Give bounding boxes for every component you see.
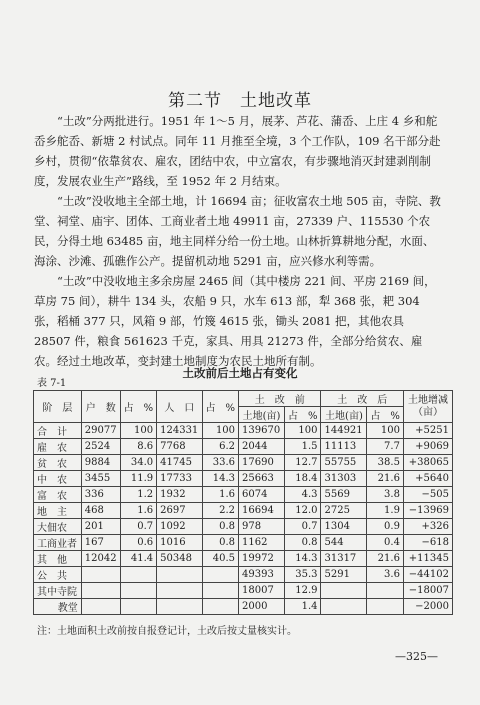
table-row: [34, 423, 453, 439]
table-cell: +38065: [403, 455, 452, 471]
table-cell: 2.2: [202, 503, 239, 519]
header-before-land: 土地(亩): [239, 407, 285, 423]
table-cell: 5569: [321, 487, 367, 503]
table-cell: 25663: [239, 471, 285, 487]
header-class: 阶 层: [34, 391, 82, 423]
table-cell: 21.6: [367, 551, 404, 567]
table-cell: [120, 583, 157, 599]
table-cell: 31303: [321, 471, 367, 487]
paragraph-2: “土改”没收地主全部土地，计 16694 亩；征收富农土地 505 亩，寺院、教堂、祠堂、庙宇、团体、工商业者土地 49911 亩，27339 户、115530 个农民，分得土地 63485 亩，地主同样分给一份土地。山林折算耕地分配，水面、海涂、沙滩、孤礁作公产。提留机动地 5291 亩，应兴修水利等需。: [34, 194, 441, 268]
table-cell: 14.3: [284, 551, 321, 567]
table-cell: 19972: [239, 551, 285, 567]
paragraph-3: “土改”中没收地主多余房屋 2465 间（其中楼房 221 间、平房 2169 间，草房 75 间），耕牛 134 头，农船 9 只，水车 613 部，犁 368 张，耙 304 张，稻桶 377 只，风箱 9 部，竹篾 4615 张，锄头 2081 把，其他农具 28507 件，粮食 561623 千克，家具、用具 21273 件，全部分给贫农、雇农。经过土地改革，变封建土地制度为农民土地所有制。: [34, 274, 436, 368]
table-cell: [81, 567, 120, 583]
table-cell: [157, 599, 202, 615]
table-cell: 34.0: [120, 455, 157, 471]
table-cell: 3.8: [367, 487, 404, 503]
table-row: [34, 439, 453, 455]
table-cell: 12.9: [284, 583, 321, 599]
row-label: 大佃农: [34, 519, 82, 535]
table-cell: 1016: [157, 535, 202, 551]
header-before: 土 改 前: [239, 391, 321, 407]
table-row: [34, 567, 453, 583]
table-cell: 100: [367, 423, 404, 439]
table-cell: −44102: [403, 567, 452, 583]
table-cell: −2000: [403, 599, 452, 615]
header-after-pct: 占 %: [367, 407, 404, 423]
header-population-pct: 占 %: [202, 391, 239, 423]
table-cell: 1.4: [284, 599, 321, 615]
table-cell: 5291: [321, 567, 367, 583]
row-label: 公 共: [34, 567, 82, 583]
row-label: 其中寺院: [34, 583, 82, 599]
header-population: 人 口: [157, 391, 202, 423]
table-cell: 2000: [239, 599, 285, 615]
table-cell: 29077: [81, 423, 120, 439]
table-cell: 9884: [81, 455, 120, 471]
table-cell: 12042: [81, 551, 120, 567]
section-title: 第二节 土地改革: [168, 91, 312, 111]
table-cell: 336: [81, 487, 120, 503]
table-cell: +326: [403, 519, 452, 535]
table-cell: 12.0: [284, 503, 321, 519]
row-label: 教堂: [34, 599, 82, 615]
table-cell: 41745: [157, 455, 202, 471]
table-cell: [202, 599, 239, 615]
table-cell: −505: [403, 487, 452, 503]
table-cell: 0.6: [120, 535, 157, 551]
table-cell: 3.6: [367, 567, 404, 583]
table-cell: 0.7: [284, 519, 321, 535]
table-cell: 100: [120, 423, 157, 439]
table-cell: 49393: [239, 567, 285, 583]
land-ownership-table: [33, 390, 453, 615]
table-row: [34, 599, 453, 615]
table-cell: [157, 567, 202, 583]
header-after: 土 改 后: [321, 391, 403, 407]
page-number: —325—: [395, 650, 438, 663]
table-cell: [367, 599, 404, 615]
table-cell: 1.6: [120, 503, 157, 519]
table-cell: 468: [81, 503, 120, 519]
table-cell: 2524: [81, 439, 120, 455]
table-cell: 50348: [157, 551, 202, 567]
table-label: 表 7-1: [37, 378, 67, 389]
table-cell: 3455: [81, 471, 120, 487]
table-cell: +11345: [403, 551, 452, 567]
table-note: 注：土地面积土改前按自报登记计，土改后按丈量核实计。: [37, 626, 297, 637]
table-cell: 139670: [239, 423, 285, 439]
table-row: [34, 455, 453, 471]
paragraph-1: “土改”分两批进行。1951 年 1～5 月，展茅、芦花、蒲岙、上庄 4 乡和舵岙乡舵岙、新塘 2 村试点。同年 11 月推至全境，3 个工作队，109 名干部分赴乡村，贯彻“依靠贫农、雇农，团结中农，中立富农，有步骤地消灭封建剥削制度，发展农业生产”路线，至 1952 年 2 月结束。: [34, 114, 441, 188]
table-cell: [120, 567, 157, 583]
header-households-pct: 占 %: [120, 391, 157, 423]
table-cell: 1.5: [284, 439, 321, 455]
table-cell: [81, 583, 120, 599]
table-cell: 18.4: [284, 471, 321, 487]
table-cell: 8.6: [120, 439, 157, 455]
table-cell: 2725: [321, 503, 367, 519]
table-cell: 55755: [321, 455, 367, 471]
table-cell: [81, 599, 120, 615]
table-cell: 6074: [239, 487, 285, 503]
table-cell: 1.6: [202, 487, 239, 503]
table-cell: 124331: [157, 423, 202, 439]
table-cell: 1092: [157, 519, 202, 535]
table-cell: 35.3: [284, 567, 321, 583]
table-cell: 0.8: [284, 535, 321, 551]
table-row: [34, 583, 453, 599]
table-cell: 11.9: [120, 471, 157, 487]
table-cell: [321, 599, 367, 615]
table-row: [34, 519, 453, 535]
row-label: 合 计: [34, 423, 82, 439]
table-cell: 0.9: [367, 519, 404, 535]
table-cell: 38.5: [367, 455, 404, 471]
table-cell: 17690: [239, 455, 285, 471]
table-cell: 0.8: [202, 519, 239, 535]
row-label: 中 农: [34, 471, 82, 487]
table-cell: 0.7: [120, 519, 157, 535]
row-label: 富 农: [34, 487, 82, 503]
row-label: 工商业者: [34, 535, 82, 551]
table-cell: 1304: [321, 519, 367, 535]
table-cell: −13969: [403, 503, 452, 519]
table-row: [34, 535, 453, 551]
row-label: 地 主: [34, 503, 82, 519]
table-cell: 11113: [321, 439, 367, 455]
table-cell: 41.4: [120, 551, 157, 567]
table-row: [34, 551, 453, 567]
row-label: 其 他: [34, 551, 82, 567]
table-caption: 土改前后土地占有变化: [182, 366, 298, 380]
header-households: 户 数: [81, 391, 120, 423]
table-cell: 2044: [239, 439, 285, 455]
table-cell: +5251: [403, 423, 452, 439]
table-cell: 1162: [239, 535, 285, 551]
table-cell: 40.5: [202, 551, 239, 567]
table-row: [34, 503, 453, 519]
table-cell: [157, 583, 202, 599]
table-cell: [321, 583, 367, 599]
header-before-pct: 占 %: [284, 407, 321, 423]
table-cell: +9069: [403, 439, 452, 455]
table-cell: 6.2: [202, 439, 239, 455]
table-cell: 18007: [239, 583, 285, 599]
table-cell: 16694: [239, 503, 285, 519]
table-cell: 1.2: [120, 487, 157, 503]
table-cell: 167: [81, 535, 120, 551]
table-cell: 12.7: [284, 455, 321, 471]
header-after-land: 土地(亩): [321, 407, 367, 423]
table-cell: 2697: [157, 503, 202, 519]
table-cell: 31317: [321, 551, 367, 567]
table-cell: 4.3: [284, 487, 321, 503]
table-cell: 1.9: [367, 503, 404, 519]
table-cell: [202, 583, 239, 599]
table-cell: −618: [403, 535, 452, 551]
table-cell: 7768: [157, 439, 202, 455]
table-cell: 0.8: [202, 535, 239, 551]
table-row: [34, 487, 453, 503]
table-cell: 100: [202, 423, 239, 439]
table-cell: −18007: [403, 583, 452, 599]
table-cell: [202, 567, 239, 583]
table-cell: 100: [284, 423, 321, 439]
row-label: 贫 农: [34, 455, 82, 471]
table-cell: 201: [81, 519, 120, 535]
table-cell: +5640: [403, 471, 452, 487]
table-cell: [120, 599, 157, 615]
table-cell: 544: [321, 535, 367, 551]
row-label: 雇 农: [34, 439, 82, 455]
header-change: 土地增减（亩）: [403, 391, 452, 423]
table-cell: 7.7: [367, 439, 404, 455]
table-cell: [367, 583, 404, 599]
table-row: [34, 471, 453, 487]
table-cell: 978: [239, 519, 285, 535]
table-cell: 144921: [321, 423, 367, 439]
table-cell: 17733: [157, 471, 202, 487]
table-cell: 14.3: [202, 471, 239, 487]
table-cell: 33.6: [202, 455, 239, 471]
table-cell: 1932: [157, 487, 202, 503]
table-cell: 0.4: [367, 535, 404, 551]
table-cell: 21.6: [367, 471, 404, 487]
